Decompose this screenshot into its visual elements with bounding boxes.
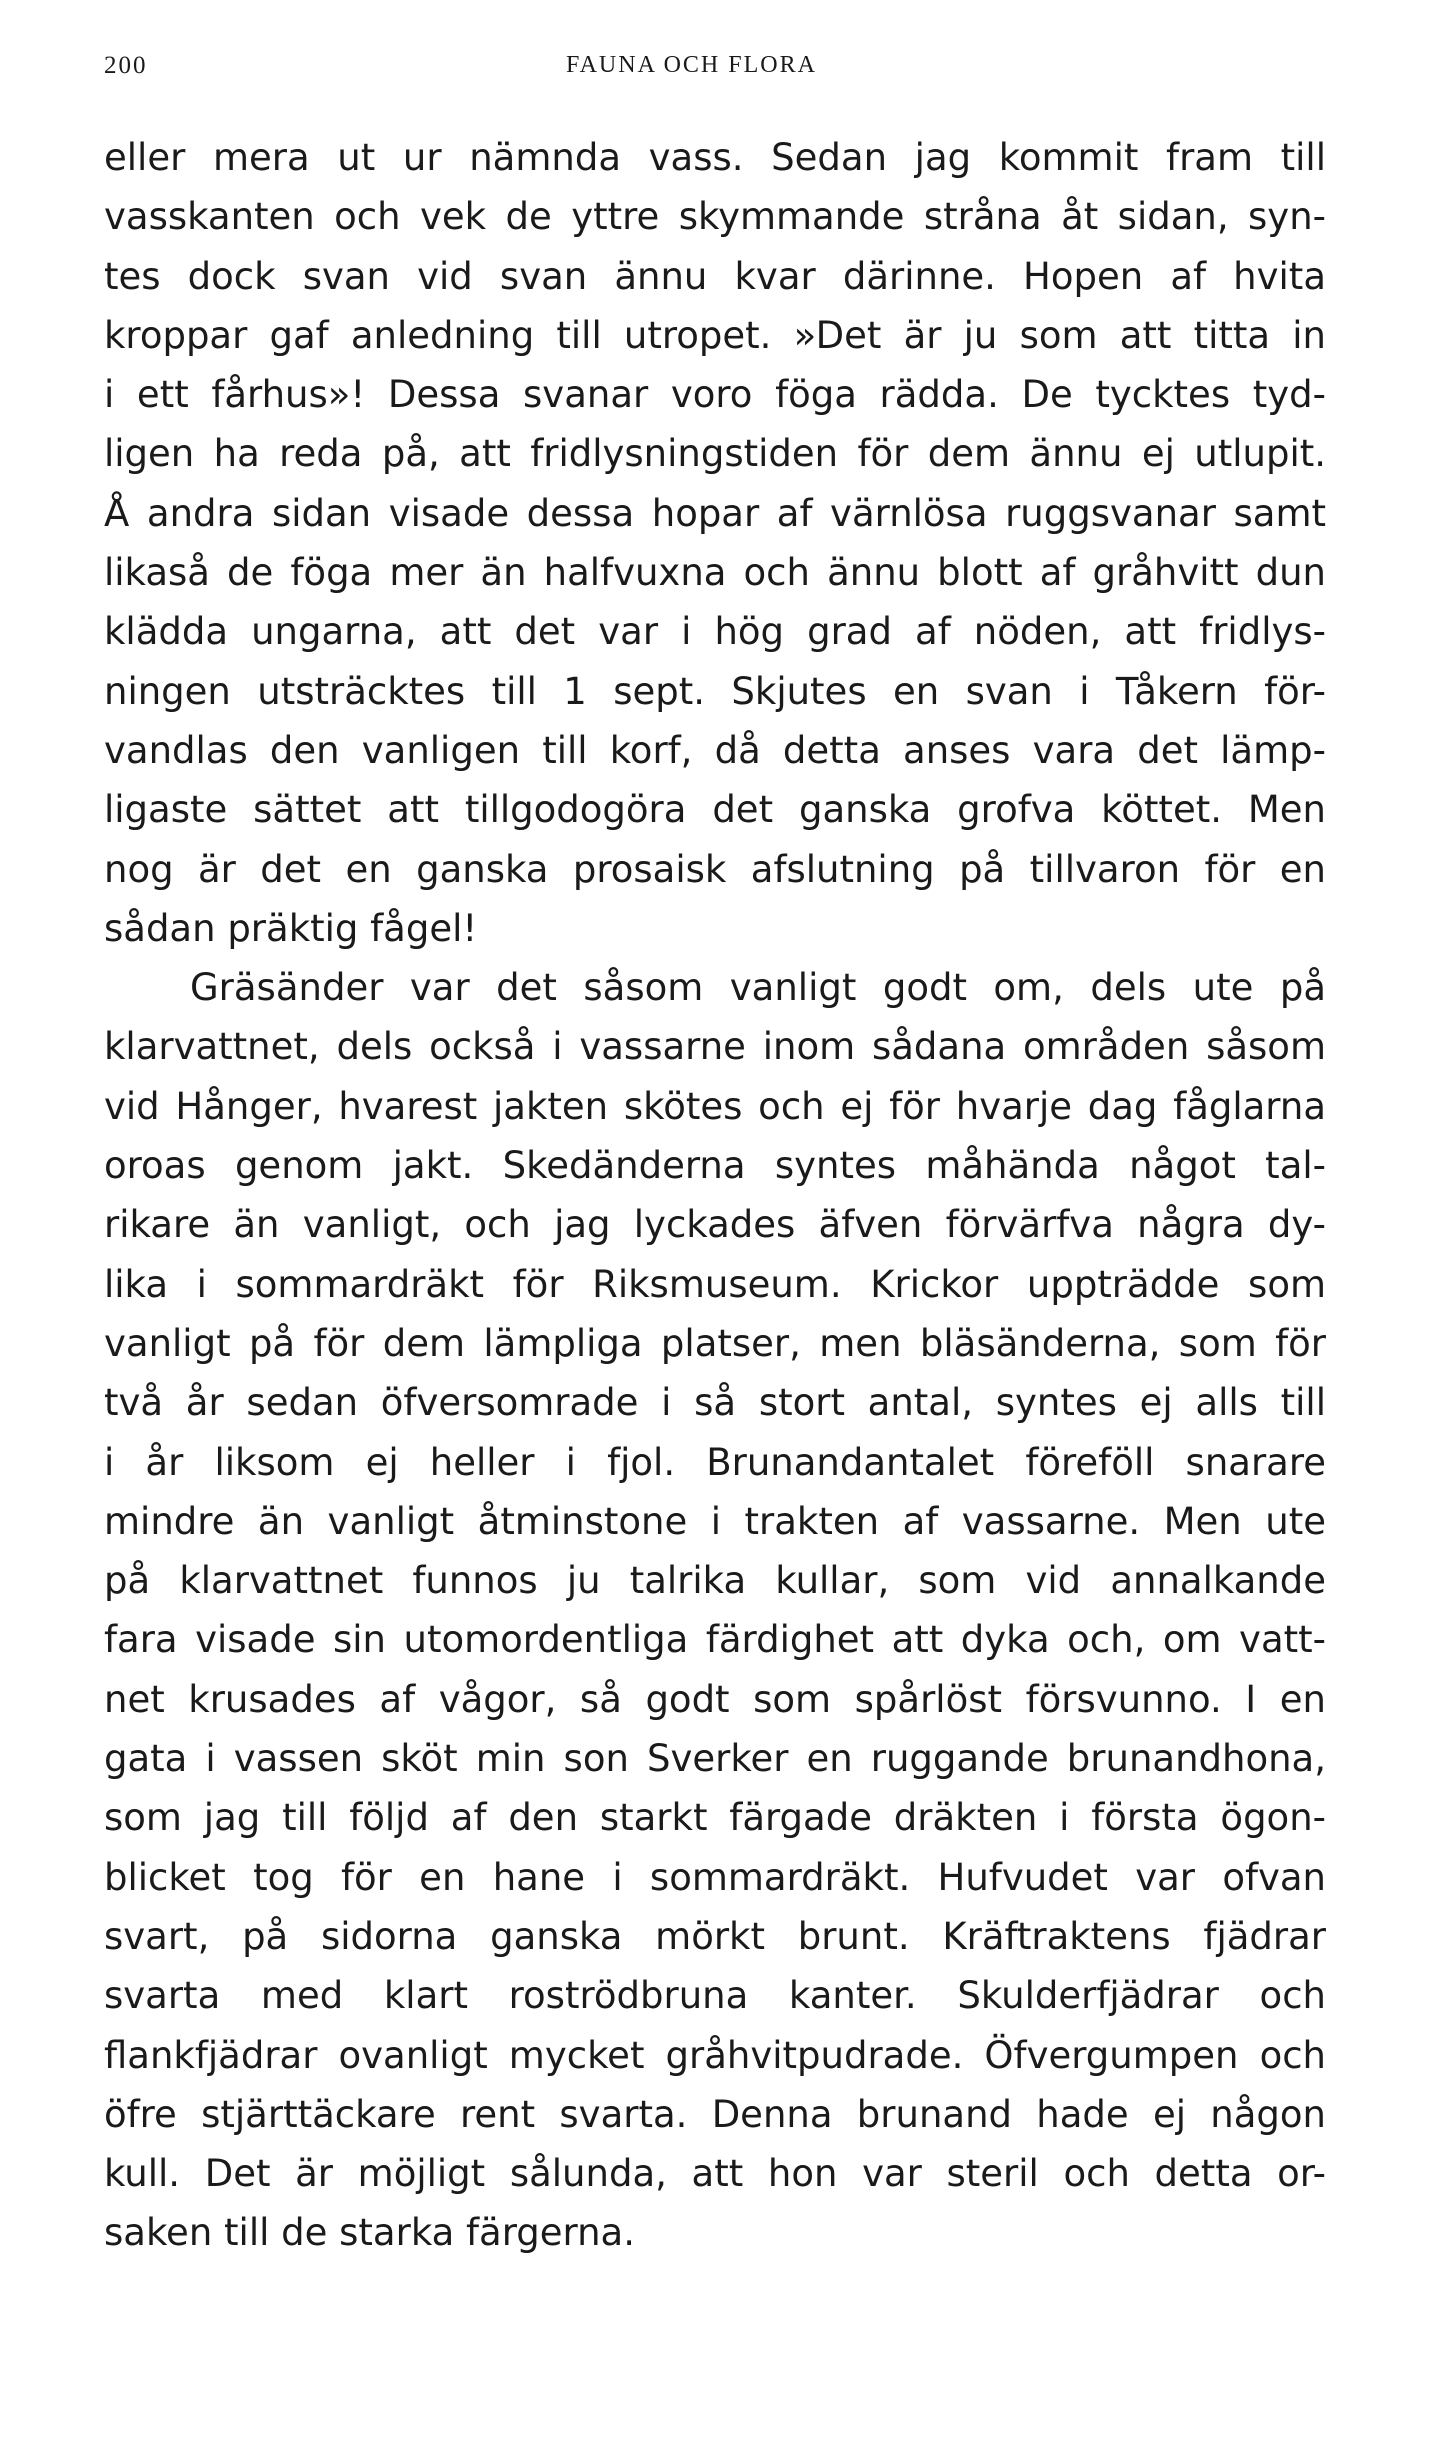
text-line: Å andra sidan visade dessa hopar af värnlösa ruggsvanar samt	[104, 491, 1326, 535]
text-line: vanligt på för dem lämpliga platser, men bläsänderna, som för	[104, 1321, 1326, 1365]
text-line: på klarvattnet funnos ju talrika kullar, som vid annalkande	[104, 1559, 1326, 1603]
text-line: öfre stjärttäckare rent svarta. Denna brunand hade ej någon	[104, 2092, 1326, 2136]
text-line: klädda ungarna, att det var i hög grad af nöden, att fridlys-	[104, 610, 1326, 654]
text-line: i ett fårhus»! Dessa svanar voro föga rädda. De tycktes tyd-	[104, 373, 1326, 417]
paragraph-end-line: sådan präktig fågel!	[104, 906, 478, 950]
text-line: vandlas den vanligen till korf, då detta anses vara det lämp-	[104, 728, 1326, 772]
text-line: kull. Det är möjligt sålunda, att hon var steril och detta or-	[104, 2152, 1326, 2196]
body-text	[104, 128, 1326, 2263]
text-line: fara visade sin utomordentliga färdighet att dyka och, om vatt-	[104, 1618, 1326, 1662]
text-line: tes dock svan vid svan ännu kvar därinne. Hopen af hvita	[104, 254, 1326, 298]
text-line: eller mera ut ur nämnda vass. Sedan jag kommit fram till	[104, 136, 1326, 179]
text-line: flankfjädrar ovanligt mycket gråhvitpudrade. Öfvergumpen och	[104, 2033, 1326, 2077]
text-line: likaså de föga mer än halfvuxna och ännu blott af gråhvitt dun	[104, 551, 1326, 595]
text-line: kroppar gaf anledning till utropet. »Det är ju som att titta in	[104, 313, 1326, 357]
text-line: gata i vassen sköt min son Sverker en ruggande brunandhona,	[104, 1737, 1326, 1781]
text-line: i år liksom ej heller i fjol. Brunandantalet föreföll snarare	[104, 1440, 1326, 1484]
text-line: blicket tog för en hane i sommardräkt. Hufvudet var ofvan	[104, 1855, 1326, 1899]
text-line: lika i sommardräkt för Riksmuseum. Krickor uppträdde som	[104, 1262, 1326, 1306]
running-title: FAUNA OCH FLORA	[566, 52, 817, 78]
text-line: oroas genom jakt. Skedänderna syntes måhända något tal-	[104, 1144, 1326, 1188]
text-line: svart, på sidorna ganska mörkt brunt. Kräftraktens fjädrar	[104, 1914, 1326, 1958]
paragraph-end-line: saken till de starka färgerna.	[104, 2211, 635, 2255]
text-line: net krusades af vågor, så godt som spårlöst försvunno. I en	[104, 1677, 1326, 1721]
text-line: ligaste sättet att tillgodogöra det ganska grofva köttet. Men	[104, 788, 1326, 832]
text-line: ligen ha reda på, att fridlysningstiden för dem ännu ej utlupit.	[104, 432, 1326, 476]
paragraph-first-line: Gräsänder var det såsom vanligt godt om, dels ute på	[190, 966, 1326, 1010]
text-line: mindre än vanligt åtminstone i trakten af vassarne. Men ute	[104, 1499, 1326, 1543]
text-line: svarta med klart roströdbruna kanter. Skulderfjädrar och	[104, 1974, 1326, 2018]
text-line: två år sedan öfversomrade i så stort antal, syntes ej alls till	[104, 1381, 1326, 1425]
page-number: 200	[104, 52, 148, 79]
text-line: vid Hånger, hvarest jakten skötes och ej för hvarje dag fåglarna	[104, 1084, 1326, 1128]
text-line: nog är det en ganska prosaisk afslutning på tillvaron för en	[104, 847, 1326, 891]
text-line: rikare än vanligt, och jag lyckades äfven förvärfva några dy-	[104, 1203, 1326, 1247]
text-line: som jag till följd af den starkt färgade dräkten i första ögon-	[104, 1796, 1326, 1840]
text-line: klarvattnet, dels också i vassarne inom sådana områden såsom	[104, 1025, 1326, 1069]
text-line: vasskanten och vek de yttre skymmande stråna åt sidan, syn-	[104, 195, 1326, 239]
text-line: ningen utsträcktes till 1 sept. Skjutes en svan i Tåkern för-	[104, 669, 1326, 713]
running-head	[104, 52, 1324, 92]
